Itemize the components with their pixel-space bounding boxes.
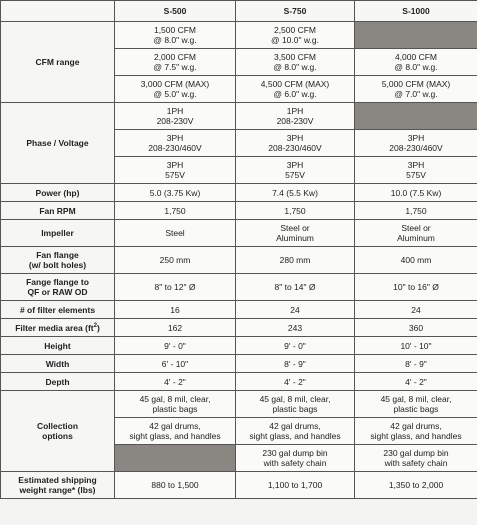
cfm-s500-3: 3,000 CFM (MAX) @ 5.0" w.g. (115, 76, 236, 103)
power-row (1, 184, 477, 202)
collection-row-1 (1, 391, 477, 418)
width-label: Width (1, 355, 115, 373)
height-label: Height (1, 337, 115, 355)
power-s1000: 10.0 (7.5 Kw) (355, 184, 477, 202)
impeller-row (1, 220, 477, 247)
phase-s1000-1-blank (355, 103, 477, 130)
collection-s500-1: 45 gal, 8 mil, clear, plastic bags (115, 391, 236, 418)
impeller-s500: Steel (115, 220, 236, 247)
cfm-s1000-3: 5,000 CFM (MAX) @ 7.0" w.g. (355, 76, 477, 103)
width-s750: 8' - 9" (236, 355, 355, 373)
media-s500: 162 (115, 319, 236, 337)
shipping-label: Estimated shipping weight range* (lbs) (1, 472, 115, 499)
qf-s750: 8" to 14" Ø (236, 274, 355, 301)
qf-row (1, 274, 477, 301)
qf-s500: 8" to 12" Ø (115, 274, 236, 301)
media-row (1, 319, 477, 337)
width-row (1, 355, 477, 373)
phase-s750-2: 3PH 208-230/460V (236, 130, 355, 157)
height-row (1, 337, 477, 355)
depth-row (1, 373, 477, 391)
depth-s1000: 4' - 2" (355, 373, 477, 391)
media-label: Filter media area $(ft^2)$ (1, 319, 115, 337)
power-label: Power (hp) (1, 184, 115, 202)
filters-row (1, 301, 477, 319)
impeller-s1000: Steel or Aluminum (355, 220, 477, 247)
rpm-label: Fan RPM (1, 202, 115, 220)
height-s500: 9' - 0" (115, 337, 236, 355)
phase-s1000-3: 3PH 575V (355, 157, 477, 184)
shipping-s500: 880 to 1,500 (115, 472, 236, 499)
cfm-s750-3: 4,500 CFM (MAX) @ 6.0" w.g. (236, 76, 355, 103)
depth-s500: 4' - 2" (115, 373, 236, 391)
filters-label: # of filter elements (1, 301, 115, 319)
collection-s500-2: 42 gal drums, sight glass, and handles (115, 418, 236, 445)
filters-s1000: 24 (355, 301, 477, 319)
qf-s1000: 10" to 16" Ø (355, 274, 477, 301)
impeller-label: Impeller (1, 220, 115, 247)
phase-s750-3: 3PH 575V (236, 157, 355, 184)
width-s500: 6' - 10" (115, 355, 236, 373)
cfm-s750-1: 2,500 CFM @ 10.0" w.g. (236, 22, 355, 49)
col-header-s1000: S-1000 (355, 1, 477, 22)
rpm-s750: 1,750 (236, 202, 355, 220)
depth-label: Depth (1, 373, 115, 391)
corner-cell (1, 1, 115, 22)
cfm-label: CFM range (1, 22, 115, 103)
qf-label: Fange flange to QF or RAW OD (1, 274, 115, 301)
power-s500: 5.0 (3.75 Kw) (115, 184, 236, 202)
impeller-s750: Steel or Aluminum (236, 220, 355, 247)
flange-s1000: 400 mm (355, 247, 477, 274)
cfm-s1000-1-blank (355, 22, 477, 49)
col-header-s500: S-500 (115, 1, 236, 22)
phase-label: Phase / Voltage (1, 103, 115, 184)
width-s1000: 8' - 9" (355, 355, 477, 373)
media-s750: 243 (236, 319, 355, 337)
rpm-s1000: 1,750 (355, 202, 477, 220)
shipping-row (1, 472, 477, 499)
shipping-s750: 1,100 to 1,700 (236, 472, 355, 499)
filters-s750: 24 (236, 301, 355, 319)
collection-s1000-3: 230 gal dump bin with safety chain (355, 445, 477, 472)
collection-s500-3-blank (115, 445, 236, 472)
phase-s750-1: 1PH 208-230V (236, 103, 355, 130)
collection-s750-3: 230 gal dump bin with safety chain (236, 445, 355, 472)
power-s750: 7.4 (5.5 Kw) (236, 184, 355, 202)
phase-s1000-2: 3PH 208-230/460V (355, 130, 477, 157)
filters-s500: 16 (115, 301, 236, 319)
height-s750: 9' - 0" (236, 337, 355, 355)
flange-s500: 250 mm (115, 247, 236, 274)
collection-s750-1: 45 gal, 8 mil, clear, plastic bags (236, 391, 355, 418)
phase-row-1 (1, 103, 477, 130)
flange-s750: 280 mm (236, 247, 355, 274)
flange-label: Fan flange (w/ bolt holes) (1, 247, 115, 274)
cfm-row-1 (1, 22, 477, 49)
flange-row (1, 247, 477, 274)
cfm-s1000-2: 4,000 CFM @ 8.0" w.g. (355, 49, 477, 76)
collection-s1000-2: 42 gal drums, sight glass, and handles (355, 418, 477, 445)
cfm-s500-1: 1,500 CFM @ 8.0" w.g. (115, 22, 236, 49)
rpm-row (1, 202, 477, 220)
collection-s750-2: 42 gal drums, sight glass, and handles (236, 418, 355, 445)
phase-s500-1: 1PH 208-230V (115, 103, 236, 130)
cfm-s500-2: 2,000 CFM @ 7.5" w.g. (115, 49, 236, 76)
depth-s750: 4' - 2" (236, 373, 355, 391)
shipping-s1000: 1,350 to 2,000 (355, 472, 477, 499)
col-header-s750: S-750 (236, 1, 355, 22)
phase-s500-3: 3PH 575V (115, 157, 236, 184)
height-s1000: 10' - 10" (355, 337, 477, 355)
rpm-s500: 1,750 (115, 202, 236, 220)
media-s1000: 360 (355, 319, 477, 337)
collection-label: Collection options (1, 391, 115, 472)
phase-s500-2: 3PH 208-230/460V (115, 130, 236, 157)
cfm-s750-2: 3,500 CFM @ 8.0" w.g. (236, 49, 355, 76)
header-row (1, 1, 477, 22)
collection-s1000-1: 45 gal, 8 mil, clear, plastic bags (355, 391, 477, 418)
